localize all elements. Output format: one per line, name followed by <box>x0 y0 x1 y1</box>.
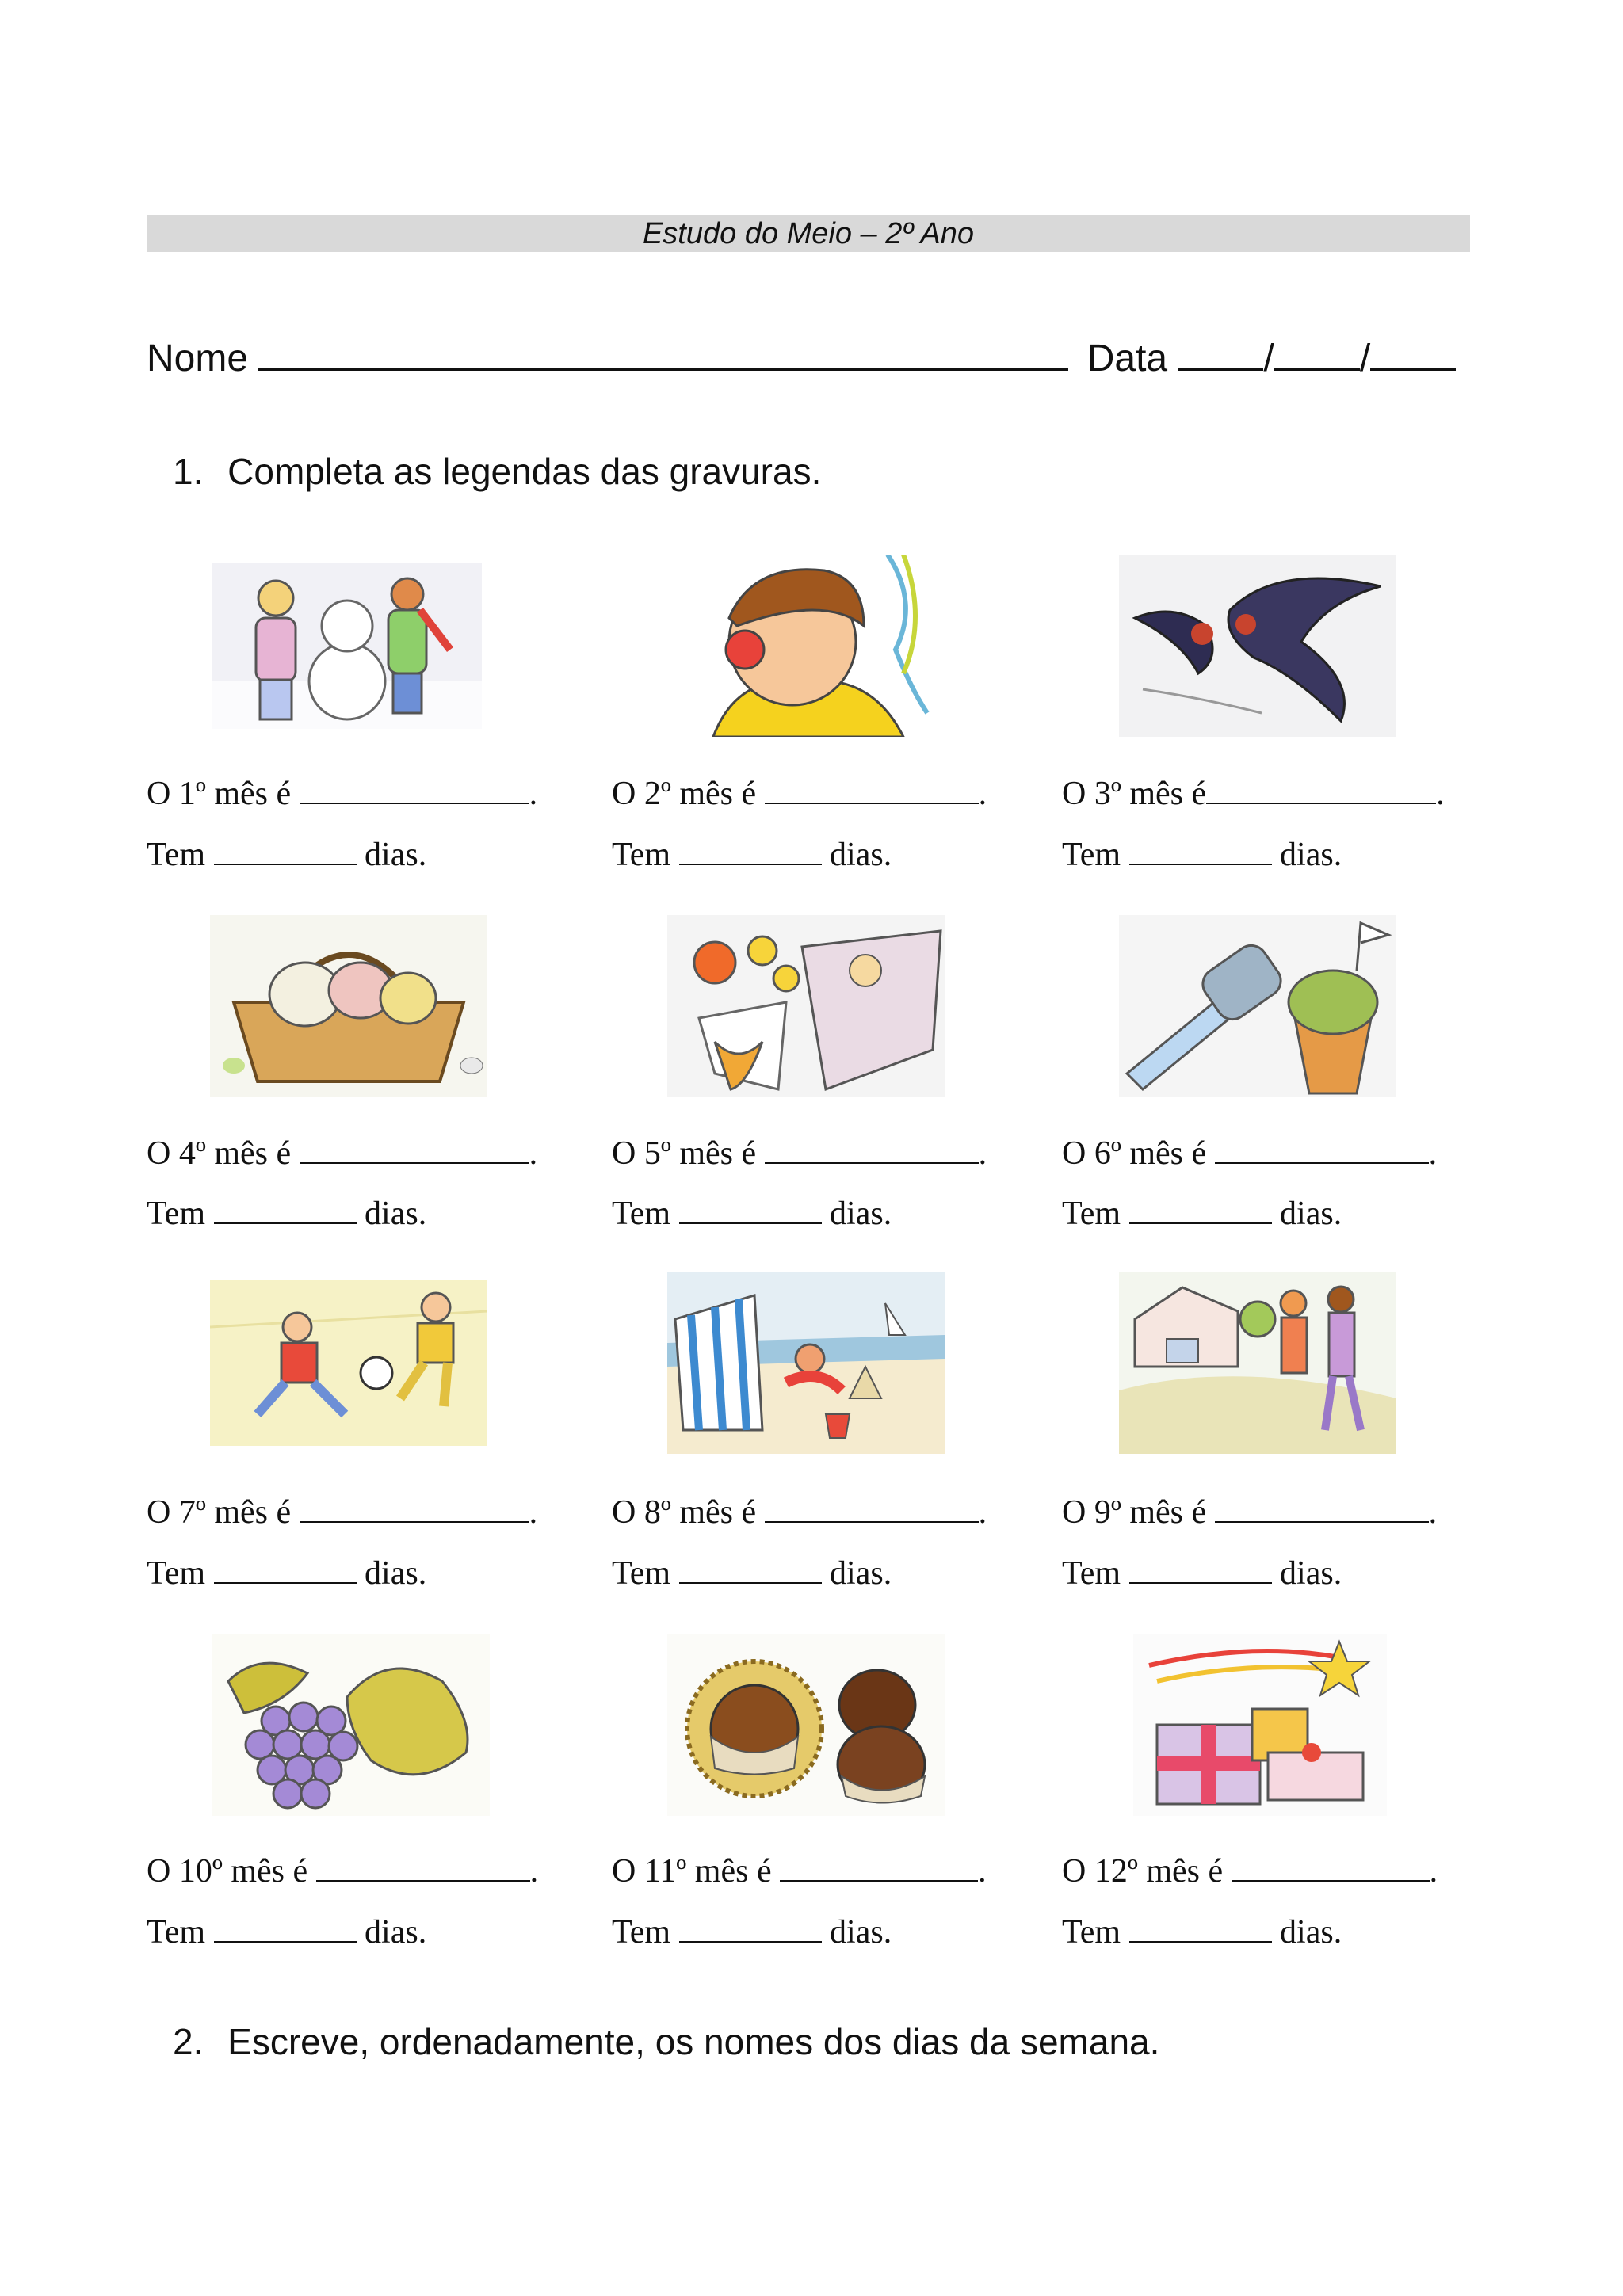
football-picture <box>210 1280 487 1446</box>
month-5-name-field[interactable] <box>765 1162 979 1164</box>
month-6-name-field[interactable] <box>1215 1162 1429 1164</box>
month-9-days: Tem dias. <box>1062 1555 1342 1592</box>
month-7-days-field[interactable] <box>214 1582 357 1584</box>
month-4-days: Tem dias. <box>147 1196 427 1232</box>
date-separator: / <box>1263 338 1274 379</box>
month-7-days: Tem dias. <box>147 1555 427 1592</box>
date-day-field[interactable] <box>1178 368 1263 371</box>
question-number: 1. <box>173 451 204 492</box>
school-picture <box>1119 1272 1396 1454</box>
month-8-caption: O 8º mês é . <box>612 1494 987 1531</box>
month-5-caption: O 5º mês é . <box>612 1135 987 1172</box>
month-2-caption: O 2º mês é . <box>612 776 987 812</box>
month-11-days: Tem dias. <box>612 1914 892 1951</box>
date-separator: / <box>1359 338 1371 379</box>
month-4-days-field[interactable] <box>214 1222 357 1224</box>
question-number: 2. <box>173 2021 204 2062</box>
month-3-days: Tem dias. <box>1062 837 1342 873</box>
month-2-days: Tem dias. <box>612 837 892 873</box>
month-3-days-field[interactable] <box>1129 864 1272 865</box>
month-9-caption: O 9º mês é . <box>1062 1494 1438 1531</box>
month-1-days-field[interactable] <box>214 864 357 865</box>
month-12-days: Tem dias. <box>1062 1914 1342 1951</box>
month-7-caption: O 7º mês é . <box>147 1494 538 1531</box>
month-12-name-field[interactable] <box>1232 1880 1430 1882</box>
easter-basket-picture <box>210 915 487 1097</box>
month-7-name-field[interactable] <box>300 1521 529 1523</box>
month-9-name-field[interactable] <box>1215 1521 1429 1523</box>
month-3-name-field[interactable] <box>1206 803 1436 804</box>
month-6-caption: O 6º mês é . <box>1062 1135 1438 1172</box>
name-label: Nome <box>147 338 249 379</box>
month-10-name-field[interactable] <box>316 1880 530 1882</box>
month-11-caption: O 11º mês é . <box>612 1853 987 1890</box>
name-date-row <box>147 337 1456 380</box>
month-4-caption: O 4º mês é . <box>147 1135 538 1172</box>
month-1-caption: O 1º mês é . <box>147 776 538 812</box>
question-text: Escreve, ordenadamente, os nomes dos dias da semana. <box>227 2021 1160 2062</box>
snowman-picture <box>212 563 482 729</box>
month-8-days-field[interactable] <box>679 1582 822 1584</box>
month-1-days: Tem dias. <box>147 837 427 873</box>
christmas-picture <box>1133 1634 1387 1816</box>
month-5-days: Tem dias. <box>612 1196 892 1232</box>
mothers-day-picture <box>667 915 945 1097</box>
month-6-days: Tem dias. <box>1062 1196 1342 1232</box>
grapes-picture <box>212 1634 490 1816</box>
month-8-days: Tem dias. <box>612 1555 892 1592</box>
chestnuts-picture <box>667 1634 945 1816</box>
month-2-days-field[interactable] <box>679 864 822 865</box>
month-9-days-field[interactable] <box>1129 1582 1272 1584</box>
month-5-days-field[interactable] <box>679 1222 822 1224</box>
month-8-name-field[interactable] <box>765 1521 979 1523</box>
month-2-name-field[interactable] <box>765 803 979 804</box>
month-10-caption: O 10º mês é . <box>147 1853 539 1890</box>
month-10-days-field[interactable] <box>214 1941 357 1943</box>
swallows-picture <box>1119 555 1396 737</box>
beach-picture <box>667 1272 945 1454</box>
date-label: Data <box>1086 338 1168 379</box>
page-title: Estudo do Meio – 2º Ano <box>642 217 975 250</box>
name-field[interactable] <box>258 368 1068 371</box>
carnival-picture <box>666 555 943 737</box>
month-10-days: Tem dias. <box>147 1914 427 1951</box>
question-2 <box>173 2020 1159 2063</box>
date-year-field[interactable] <box>1370 368 1456 371</box>
month-3-caption: O 3º mês é . <box>1062 776 1445 812</box>
question-1 <box>173 450 821 493</box>
month-6-days-field[interactable] <box>1129 1222 1272 1224</box>
month-1-name-field[interactable] <box>300 803 529 804</box>
month-12-caption: O 12º mês é . <box>1062 1853 1438 1890</box>
question-text: Completa as legendas das gravuras. <box>227 451 822 492</box>
month-11-days-field[interactable] <box>679 1941 822 1943</box>
month-12-days-field[interactable] <box>1129 1941 1272 1943</box>
date-month-field[interactable] <box>1274 368 1360 371</box>
month-11-name-field[interactable] <box>780 1880 978 1882</box>
saint-anthony-picture <box>1119 915 1396 1097</box>
month-4-name-field[interactable] <box>300 1162 529 1164</box>
